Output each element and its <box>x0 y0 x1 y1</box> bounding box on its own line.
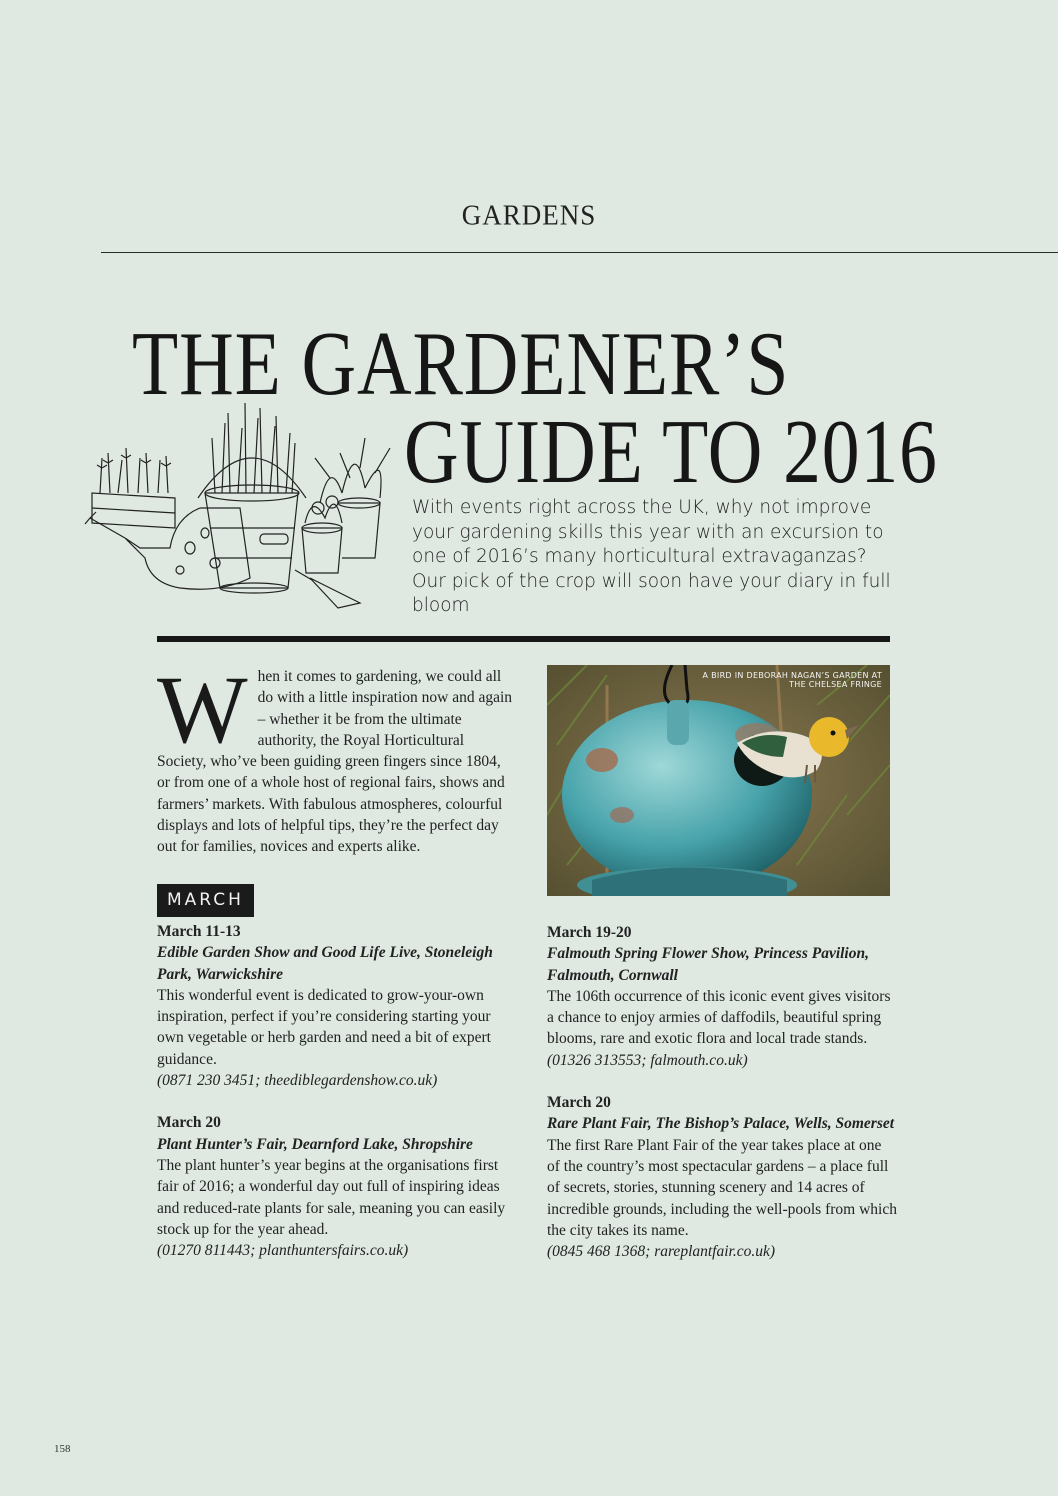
bird-feeder-photo <box>547 665 890 896</box>
event-contact: (0845 468 1368; rareplantfair.co.uk) <box>547 1243 776 1261</box>
lead-paragraph <box>157 656 517 858</box>
page-number: 158 <box>54 1443 71 1455</box>
event-description: The plant hunter’s year begins at the organisations first fair of 2016; a wonderful day out full of inspiring ideas and reduced-rate plants for sale, meaning you can easily stock up for the year ahead. <box>157 1156 506 1238</box>
event-entry <box>547 1092 897 1262</box>
bird-feeder-image <box>547 665 890 896</box>
event-date: March 20 <box>547 1094 611 1112</box>
event-date: March 20 <box>157 1114 221 1132</box>
event-title: Plant Hunter’s Fair, Dearnford Lake, Shropshire <box>157 1135 473 1153</box>
event-contact: (0871 230 3451; theediblegardenshow.co.uk) <box>157 1072 438 1090</box>
event-date: March 11-13 <box>157 922 241 940</box>
page-title-line-1: THE GARDENER’S <box>132 314 790 415</box>
lead-text: hen it comes to gardening, we could all do with a little inspiration now and again – whether it be from the ultimate authority, the Royal Horticultural Society, who’ve been guiding green fingers since 1804, or from one of a whole host of regional fairs, shows and farmers’ markets. With fabulous atmospheres, colourful displays and lots of helpful tips, they’re the perfect day out for families, novices and experts alike. <box>157 668 513 856</box>
section-label: GARDENS <box>461 199 597 231</box>
event-entry <box>157 921 517 1091</box>
garden-illustration-icon <box>80 398 410 613</box>
event-title: Falmouth Spring Flower Show, Princess Pavilion, Falmouth, Cornwall <box>547 945 869 984</box>
header-divider <box>101 252 1058 253</box>
left-column <box>157 656 517 1282</box>
photo-caption: A BIRD IN DEBORAH NAGAN’S GARDEN AT THE CHELSEA FRINGE <box>702 671 882 689</box>
event-title: Rare Plant Fair, The Bishop’s Palace, Wells, Somerset <box>547 1115 895 1133</box>
event-entry <box>157 1112 517 1261</box>
event-title: Edible Garden Show and Good Life Live, Stoneleigh Park, Warwickshire <box>157 944 493 983</box>
event-description: The 106th occurrence of this iconic event gives visitors a chance to enjoy armies of daffodils, beautiful spring blooms, rare and exotic flora and local trade stands. <box>547 987 891 1048</box>
event-description: This wonderful event is dedicated to grow-your-own inspiration, perfect if you’re considering starting your own vegetable or herb garden and need a bit of expert guidance. <box>157 986 491 1068</box>
right-column <box>547 922 897 1283</box>
month-badge: MARCH <box>157 884 254 917</box>
section-divider <box>157 636 890 642</box>
page-title-line-2: GUIDE TO 2016 <box>404 402 938 503</box>
intro-paragraph: With events right across the UK, why not improve your gardening skills this year with an excursion to one of 2016’s many horticultural extravaganzas? Our pick of the crop will soon have your diary in full bloom <box>412 497 891 616</box>
drop-cap: W <box>157 656 248 763</box>
event-entry <box>547 922 897 1071</box>
event-contact: (01326 313553; falmouth.co.uk) <box>547 1051 748 1069</box>
event-description: The first Rare Plant Fair of the year takes place at one of the country’s most spectacular gardens – a place full of secrets, stories, stunning scenery and 14 acres of incredible grounds, including the well-pools from which the city takes its name. <box>547 1136 897 1239</box>
event-date: March 19-20 <box>547 924 632 941</box>
event-contact: (01270 811443; planthuntersfairs.co.uk) <box>157 1242 409 1260</box>
